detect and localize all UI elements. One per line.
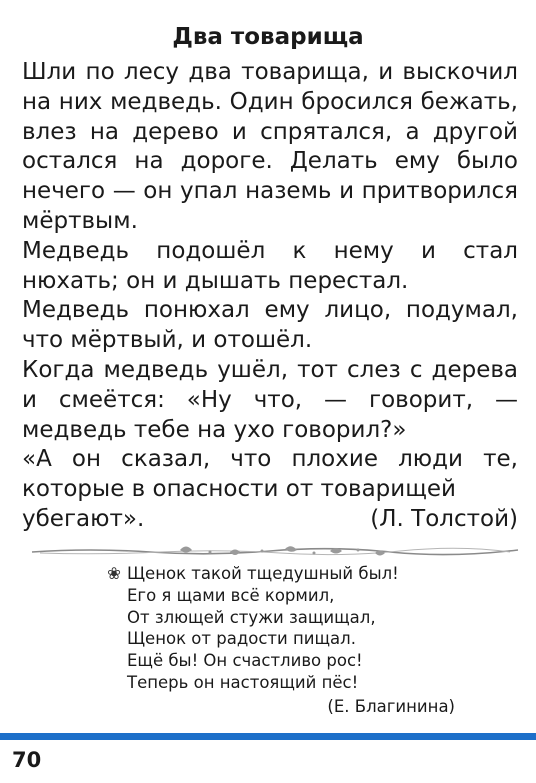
story-paragraph: Медведь понюхал ему лицо, подумал, что мёртвый, и отошёл. <box>22 297 518 354</box>
story-paragraph: Медведь подошёл к нему и стал нюхать; он и дышать перестал. <box>22 237 518 294</box>
page-number: 70 <box>12 748 42 772</box>
story-ending <box>22 505 518 535</box>
poem-line-text: Щенок такой тщедушный был! <box>127 564 399 583</box>
story-paragraph: «А он сказал, что плохие люди те, которые в опасности от товарищей <box>22 446 518 503</box>
poem-line: Теперь он настоящий пёс! <box>127 672 359 692</box>
poem <box>107 563 457 718</box>
story-paragraph: Шли по лесу два товарища, и выскочил на них медведь. Один бросился бежать, влез на дерево и спрятался, а другой остался на дороге. Делать ему было нечего — он упал наземь и притворился мёртвым. <box>22 59 518 234</box>
poem-line: Ещё бы! Он счастливо рос! <box>127 651 363 671</box>
story-paragraph: Когда медведь ушёл, тот слез с дерева и смеётся: «Ну что, — говорит, — медведь тебе на ухо говорил?» <box>22 356 518 443</box>
story-author: (Л. Толстой) <box>370 505 518 532</box>
poem-line: Его я щами всё кормил, <box>127 585 335 605</box>
poem-line: От злющей стужи защищал, <box>127 607 376 627</box>
decorative-divider-icon <box>30 540 520 562</box>
story-text <box>22 58 518 535</box>
poem-author: (Е. Благинина) <box>327 696 455 716</box>
page-title: Два товарища <box>172 24 364 50</box>
flower-icon: ❀ <box>107 564 121 583</box>
page-footer-bar <box>0 733 536 740</box>
poem-line: Щенок от радости пищал. <box>127 629 356 649</box>
poem-line <box>107 563 457 585</box>
story-last-line: убегают». <box>22 505 145 532</box>
